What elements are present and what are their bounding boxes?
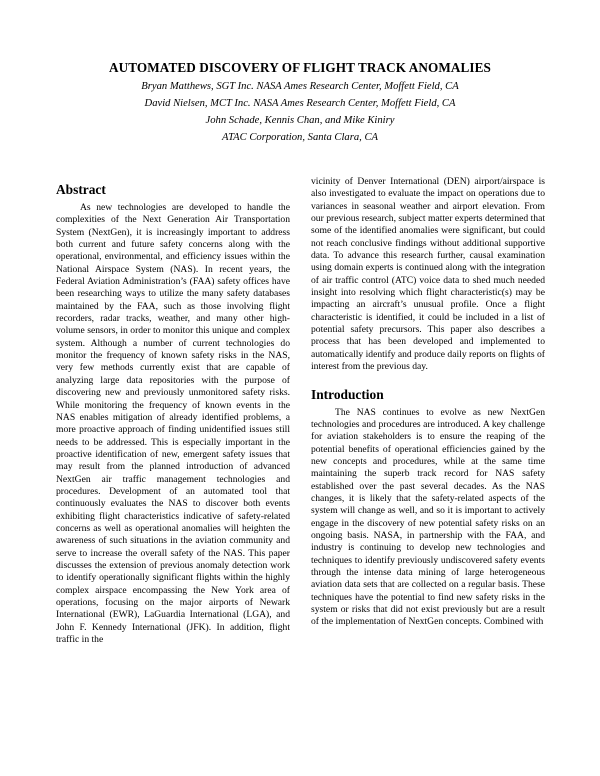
author-line: John Schade, Kennis Chan, and Mike Kiniry	[205, 115, 395, 126]
author-line: David Nielsen, MCT Inc. NASA Ames Research Center, Moffett Field, CA	[144, 98, 456, 109]
abstract-heading: Abstract	[56, 182, 106, 197]
abstract-continuation: vicinity of Denver International (DEN) airport/airspace is also investigated to evaluate the impact on operations due to variances in seasonal weather and airport elevation. From our previous research, subject matter experts determined that some of the identified anomalies were significant, but could not reach conclusive findings without additional supportive data. To advance this research further, causal examination using domain experts is continued along with the integration of air traffic control (ATC) voice data to shed much needed insight into resolving which flight characteristic(s) may be impacting an aircraft’s unusual profile. Once a flight characteristic is identified, it could be included in a list of potential safety precursors. This paper also describes a process that has been developed and implemented to automatically identify and produce daily reports on flights of interest from the previous day.	[311, 176, 545, 373]
paper-title: AUTOMATED DISCOVERY OF FLIGHT TRACK ANOMALIES	[108, 60, 491, 75]
abstract-paragraph: As new technologies are developed to handle the complexities of the Next Generation Air Transportation System (NextGen), it is increasingly important to address both current and future safety concerns along with the operational, environmental, and efficiency issues within the National Airspace System (NAS). In recent years, the Federal Aviation Administration’s (FAA) safety offices have been researching ways to utilize the many safety databases maintained by the FAA, such as those involving flight recorders, radar tracks, weather, and many other high-volume sensors, in order to monitor this unique and complex system. Although a number of current technologies do monitor the frequency of known safety risks in the NAS, very few methods currently exist that are capable of analyzing large data repositories with the purpose of discovering new and previously unmonitored safety risks. While monitoring the frequency of known events in the NAS enables mitigation of already identified problems, a more proactive approach of finding unidentified issues still needs to be addressed. This is especially important in the proactive identification of new, emergent safety issues that may result from the planned introduction of advanced NextGen air traffic management technologies and procedures. Development of an automated tool that continuously evaluates the NAS to discover both events exhibiting flight characteristics indicative of safety-related concerns as well as operational anomalies will heighten the awareness of such situations in the aviation community and serve to increase the overall safety of the NAS. This paper discusses the extension of previous anomaly detection work to identify operationally significant flights within the highly complex airspace encompassing the New York area of operations, focusing on the major airports of Newark International (EWR), LaGuardia International (LGA), and John F. Kennedy International (JFK). In addition, flight traffic in the	[56, 202, 290, 646]
introduction-heading: Introduction	[311, 386, 384, 402]
introduction-paragraph: The NAS continues to evolve as new NextGen technologies and procedures are introduced. A key challenge for aviation stakeholders is to ensure the reaping of the potential benefits of operational efficiencies gained by the new concepts and procedures, while at the same time maintaining the superb track record for NAS safety established over the past several decades. As the NAS changes, it is likely that the safety-related aspects of the system will change as well, and so it is important to actively engage in the discovery of new potential safety risks on an ongoing basis. NASA, in partnership with the FAA, and industry is continuing to develop new technologies and techniques to identify previously undiscovered safety events through the intense data mining of large heterogeneous aviation data sets that are collected on a regular basis. These techniques have the potential to find new safety risks in the system or risks that did not exist previously but are a result of the implementation of NextGen concepts. Combined with	[311, 406, 545, 628]
left-column	[56, 182, 290, 646]
author-block	[0, 78, 600, 146]
right-column	[311, 176, 545, 629]
author-line: ATAC Corporation, Santa Clara, CA	[222, 132, 378, 143]
author-line: Bryan Matthews, SGT Inc. NASA Ames Research Center, Moffett Field, CA	[141, 81, 459, 92]
